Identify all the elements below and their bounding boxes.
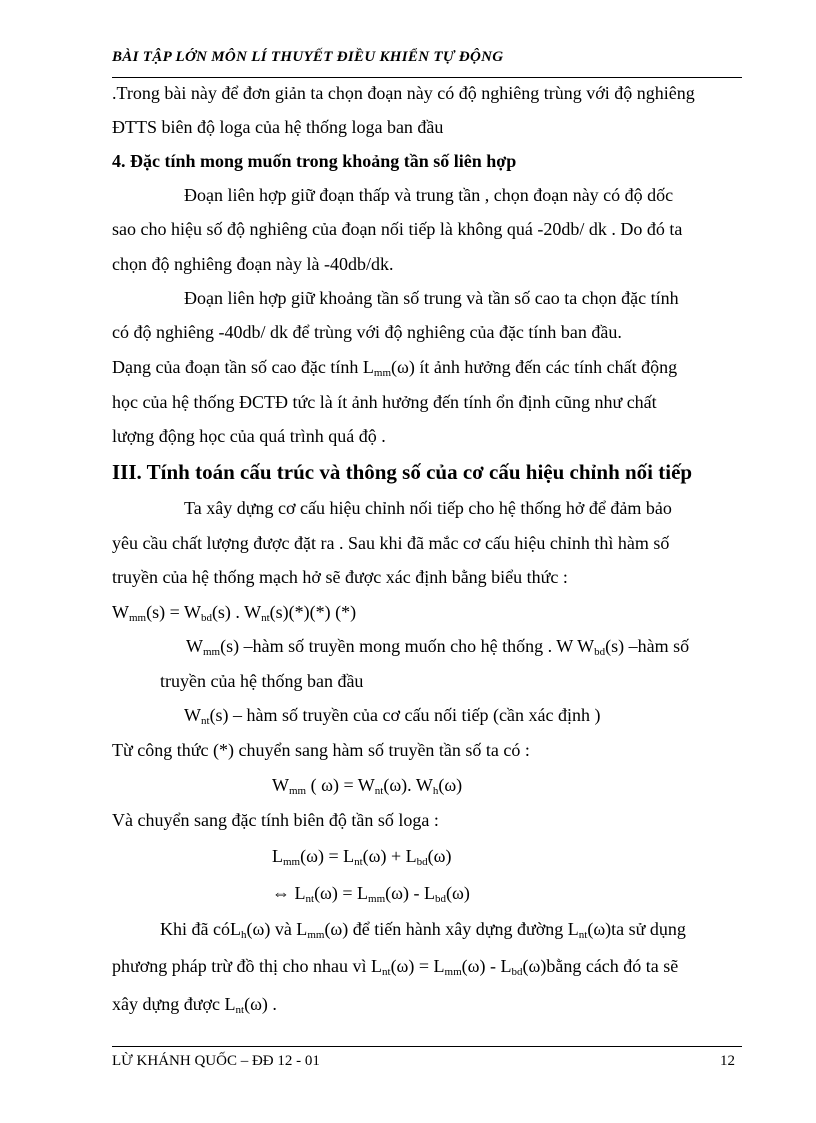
subscript: bd	[435, 893, 446, 905]
text-fragment: (ω) .	[244, 994, 277, 1014]
text-fragment: (ω). W	[383, 775, 433, 795]
text-fragment: (s) –hàm số truyền mong muốn cho hệ thống . W W	[220, 636, 595, 656]
text-fragment: (s) . W	[211, 602, 262, 622]
subscript: nt	[354, 856, 363, 868]
text-fragment: (ω)	[446, 883, 470, 903]
text-line: sao cho hiệu số độ nghiêng của đoạn nối tiếp là không quá -20db/ dk . Do đó ta	[112, 219, 683, 239]
text-fragment: (ω) = L	[314, 883, 369, 903]
equation	[272, 775, 462, 796]
text-fragment: (ω)ta sử dụng	[587, 919, 686, 939]
subscript: nt	[578, 929, 588, 941]
equation	[272, 846, 452, 867]
text-fragment: (ω) - L	[461, 956, 512, 976]
chapter-heading: III. Tính toán cấu trúc và thông số của cơ cấu hiệu chỉnh nối tiếp	[112, 460, 693, 484]
text-fragment: (s)(*)(*) (*)	[269, 602, 357, 622]
text-fragment: (s) = W	[146, 602, 201, 622]
text-line	[184, 705, 600, 726]
text-line: Đoạn liên hợp giữ đoạn thấp và trung tần , chọn đoạn này có độ dốc	[184, 185, 674, 205]
equation	[112, 602, 356, 623]
footer-rule	[112, 1046, 742, 1047]
text-line: ĐTTS biên độ loga của hệ thống loga ban đầu	[112, 117, 444, 137]
text-line: Ta xây dựng cơ cấu hiệu chỉnh nối tiếp cho hệ thống hở để đảm bảo	[184, 498, 672, 518]
footer-author: LỪ KHÁNH QUỐC – ĐĐ 12 - 01	[112, 1053, 320, 1069]
section-heading: 4. Đặc tính mong muốn trong khoảng tần số liên hợp	[112, 151, 517, 171]
subscript: mm	[307, 929, 325, 941]
text-line: học của hệ thống ĐCTĐ tức là ít ảnh hưởng đến tính ổn định cũng như chất	[112, 392, 657, 412]
text-fragment: (ω) để tiến hành xây dựng đường L	[324, 919, 579, 939]
text-line	[112, 994, 277, 1015]
subscript: nt	[201, 715, 210, 727]
page-number: 12	[720, 1053, 735, 1069]
subscript: h	[432, 785, 439, 797]
equation	[272, 883, 470, 904]
subscript: bd	[511, 966, 523, 978]
subscript: bd	[416, 856, 428, 868]
subscript: nt	[305, 893, 315, 905]
text-fragment: W	[112, 602, 129, 622]
text-fragment: Dạng của đoạn tần số cao đặc tính L	[112, 357, 374, 377]
text-fragment: L	[272, 846, 283, 866]
page-header: BÀI TẬP LỚN MÔN LÍ THUYẾT ĐIỀU KHIỂN TỰ ĐỘNG	[112, 49, 504, 65]
subscript: bd	[200, 612, 212, 624]
text-fragment: ( ω) = W	[306, 775, 375, 795]
text-fragment: W	[184, 705, 201, 725]
text-line: Đoạn liên hợp giữ khoảng tần số trung và tần số cao ta chọn đặc tính	[184, 288, 679, 308]
subscript: nt	[261, 612, 270, 624]
subscript: nt	[382, 966, 391, 978]
text-line: Và chuyển sang đặc tính biên độ tần số loga :	[112, 810, 439, 830]
text-line	[160, 919, 686, 940]
subscript: nt	[374, 785, 384, 797]
text-fragment: W	[272, 775, 289, 795]
subscript: mm	[129, 612, 147, 624]
text-fragment: (s) –hàm số	[605, 636, 690, 656]
text-line: .Trong bài này để đơn giản ta chọn đoạn này có độ nghiêng trùng với độ nghiêng	[112, 83, 695, 103]
text-fragment: phương pháp trừ đồ thị cho nhau vì L	[112, 956, 382, 976]
text-fragment: L	[290, 883, 306, 903]
text-line: truyền của hệ thống mạch hở sẽ được xác định bằng biểu thức :	[112, 567, 568, 587]
text-fragment: (s) – hàm số truyền của cơ cấu nối tiếp (cần xác định )	[209, 705, 601, 725]
subscript: mm	[283, 856, 301, 868]
text-fragment: (ω) - L	[385, 883, 435, 903]
text-fragment: xây dựng được L	[112, 994, 236, 1014]
subscript: mm	[289, 785, 307, 797]
subscript: mm	[203, 646, 221, 658]
text-line: Từ công thức (*) chuyển sang hàm số truyền tần số ta có :	[112, 740, 530, 760]
text-line	[112, 956, 678, 977]
text-fragment: (ω) + L	[362, 846, 417, 866]
text-fragment: Khi đã cóL	[160, 919, 241, 939]
subscript: mm	[444, 966, 462, 978]
text-fragment: (ω)	[427, 846, 452, 866]
text-line: chọn độ nghiêng đoạn này là -40db/dk.	[112, 254, 394, 274]
text-fragment: (ω) ít ảnh hưởng đến các tính chất động	[391, 357, 678, 377]
subscript: mm	[368, 893, 386, 905]
text-fragment: (ω)	[438, 775, 463, 795]
text-line: lượng động học của quá trình quá độ .	[112, 426, 386, 446]
text-line: có độ nghiêng -40db/ dk để trùng với độ nghiêng của đặc tính ban đầu.	[112, 322, 622, 342]
text-fragment: (ω) = L	[300, 846, 355, 866]
subscript: mm	[373, 367, 392, 379]
subscript: bd	[594, 646, 606, 658]
header-rule	[112, 77, 742, 78]
text-line	[186, 636, 689, 657]
text-fragment: (ω)bằng cách đó ta sẽ	[522, 956, 679, 976]
equivalence-arrow-icon: ⇔	[272, 883, 290, 903]
subscript: h	[240, 929, 247, 941]
text-line	[112, 357, 677, 378]
text-line: truyền của hệ thống ban đầu	[160, 671, 364, 691]
subscript: nt	[235, 1004, 245, 1016]
text-line: yêu cầu chất lượng được đặt ra . Sau khi đã mắc cơ cấu hiệu chỉnh thì hàm số	[112, 533, 670, 553]
text-fragment: W	[186, 636, 203, 656]
text-fragment: (ω) và L	[246, 919, 308, 939]
text-fragment: (ω) = L	[390, 956, 445, 976]
